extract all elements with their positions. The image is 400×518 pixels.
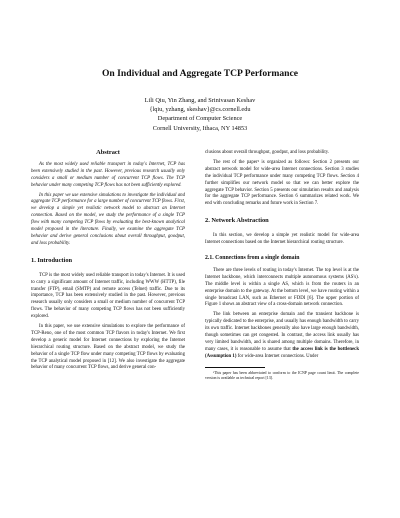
section-heading-introduction: 1. Introduction	[31, 256, 73, 264]
author-affiliation: Cornell University, Ithaca, NY 14853	[152, 124, 248, 132]
section-paragraph	[205, 312, 359, 360]
intro-paragraph: The rest of the paper¹ is organized as follows: Section 2 presents our abstract network model for wide-area Internet connections. Section 3 studies the individual TCP performance under many competing TCP flows. Section 4 further simplifies our network model so that we can better explore the aggregate TCP behavior. Section 5 presents our simulation results and analysis for the aggregate TCP performance. Section 6 summarizes related work. We end with concluding remarks and future work in Section 7.	[205, 159, 359, 207]
author-department: Department of Computer Science	[157, 115, 243, 123]
section-paragraph: In this section, we develop a simple yet realistic model for wide-area Internet connections based on the Internet hierarchical routing structure.	[205, 233, 359, 246]
footnote-divider	[205, 367, 265, 368]
paragraph-text: The link between an enterprise domain and the transient backbone is typically dedicated to the enterprise, and usually has enough bandwidth to carry its own traffic. Internet backbones generally also have large enough bandwidth, though sometimes can get congested. In contrast, the access link usually has very limited bandwidth, and is shared among multiple domains. Therefore, in many cases, it is reasonable to assume that	[205, 312, 359, 352]
author-block	[0, 96, 400, 133]
intro-continuation: clusions about overall throughput, goodput, and loss probability.	[205, 150, 329, 155]
author-emails: {lqiu, yzhang, skeshav}@cs.cornell.edu	[149, 106, 251, 114]
abstract-heading: Abstract	[96, 149, 120, 156]
abstract-paragraph: As the most widely used reliable transport in today's Internet, TCP has been extensively studied in the past. However, previous research usually only considers a small or medium number of concurrent TCP flows. The TCP behavior under many competing TCP flows has not been sufficiently explored.	[31, 161, 185, 188]
right-column	[205, 150, 359, 384]
paragraph-text: for wide-area Internet connections. Under	[236, 353, 319, 359]
section-paragraph: There are three levels of routing in today's Internet. The top level is at the Internet backbone, which interconnects multiple autonomous systems (AS's). The middle level is within a single AS, which is from the routers in an enterprise domain to the gateway. At the bottom level, we have routing within a single broadcast LAN, such as Ethernet or FDDI [6]. The upper portion of Figure 1 shows an abstract view of a cross-domain network connection.	[205, 267, 359, 308]
assumption-text: the access link is the bottleneck (Assumption 1)	[205, 346, 359, 359]
left-column	[31, 150, 185, 375]
subsection-heading-single-domain: 2.1. Connections from a single domain	[205, 254, 300, 261]
paper-title: On Individual and Aggregate TCP Performance	[101, 68, 299, 79]
footnote: ¹This paper has been abbreviated to conform to the ICNP page count limit. The complete version is available as technical report [13].	[205, 370, 359, 380]
intro-paragraph: TCP is the most widely used reliable transport in today's Internet. It is used to carry a significant amount of Internet traffic, including WWW (HTTP), file transfer (FTP), email (SMTP) and remote access (Telnet) traffic. Due to its importance, TCP has been extensively studied in the past. However, previous research usually only considers a small or medium number of concurrent TCP flows. The behavior of many competing TCP flows has not been sufficiently explored.	[31, 272, 185, 320]
intro-paragraph: In this paper, we use extensive simulations to explore the performance of TCP-Reno, one of the most common TCP flavors in today's Internet. We first develop a generic model for Internet connections by exploring the Internet hierarchical routing structure. Based on the abstract model, we study the behavior of a single TCP flow under many competing TCP flows by evaluating the TCP analytical model proposed in [12]. We also investigate the aggregate behavior of many concurrent TCP flows, and derive general con-	[31, 324, 185, 371]
abstract-paragraph: In this paper we use extensive simulations to investigate the individual and aggregate TCP performance for a large number of concurrent TCP flows. First, we develop a simple yet realistic network model to abstract an Internet connection. Based on the model, we study the performance of a single TCP flow with many competing TCP flows by evaluating the best-known analytical model proposed in the literature. Finally, we examine the aggregate TCP behavior and derive general conclusions about overall throughput, goodput, and loss probability.	[31, 192, 185, 246]
abstract-section	[31, 150, 185, 248]
author-names: Lili Qiu, Yin Zhang, and Srinivasan Keshav	[144, 97, 256, 104]
section-heading-network-abstraction: 2. Network Abstraction	[205, 217, 269, 225]
